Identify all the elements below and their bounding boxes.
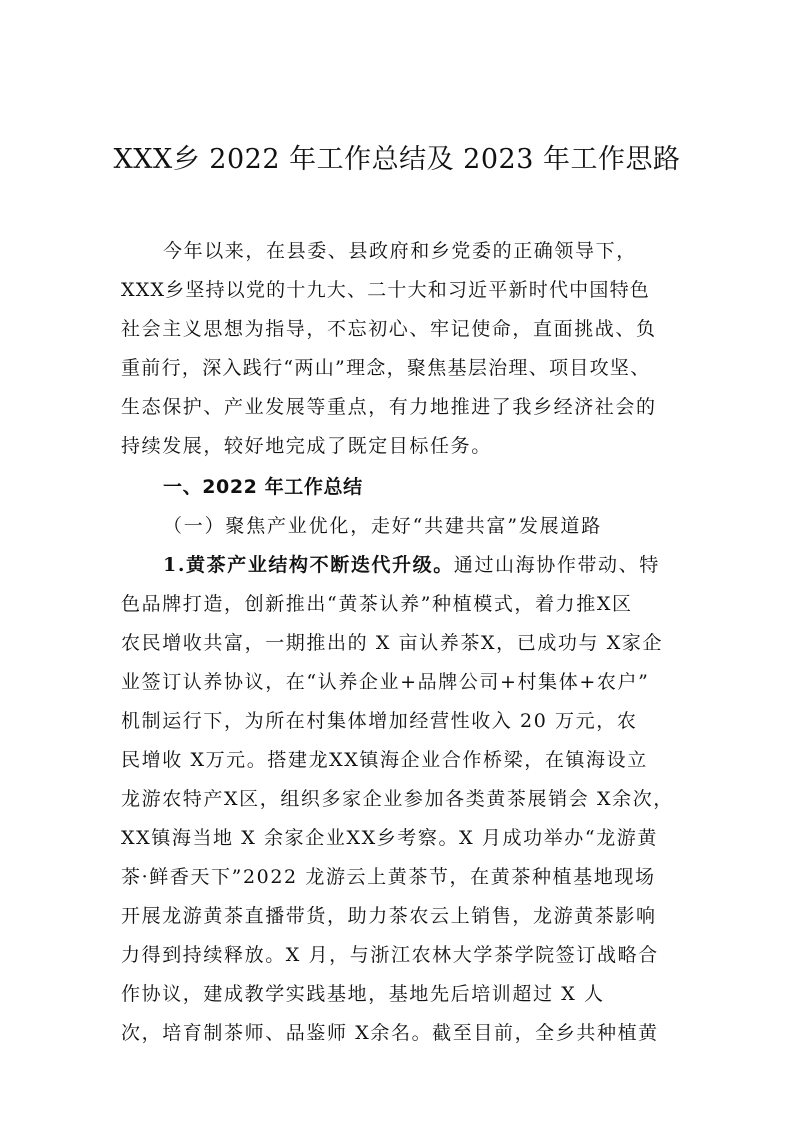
- paragraph-line: 生态保护、产业发展等重点，有力地推进了我乡经济社会的: [121, 396, 657, 418]
- paragraph-line: 今年以来，在县委、县政府和乡党委的正确领导下，: [163, 240, 637, 262]
- paragraph-line: 作协议，建成教学实践基地，基地先后培训超过 X 人: [121, 983, 605, 1005]
- paragraph-line: 机制运行下，为所在村集体增加经营性收入 20 万元，农: [121, 710, 638, 732]
- item-text: 通过山海协作带动、特: [453, 554, 660, 576]
- paragraph-line: 社会主义思想为指导，不忘初心、牢记使命，直面挑战、负: [121, 318, 657, 340]
- subsection-heading: （一）聚焦产业优化，走好“共建共富”发展道路: [163, 515, 603, 537]
- paragraph-line: XXX乡坚持以党的十九大、二十大和习近平新时代中国特色: [121, 279, 650, 301]
- paragraph-line: 开展龙游黄茶直播带货，助力茶农云上销售，龙游黄茶影响: [121, 905, 657, 927]
- paragraph-line: 业签订认养协议，在“认养企业+品牌公司+村集体+农户”: [121, 671, 650, 693]
- paragraph-line: 次，培育制茶师、品鉴师 X余名。截至目前，全乡共种植黄: [121, 1022, 659, 1044]
- item-heading: 1.黄茶产业结构不断迭代升级。: [163, 554, 454, 576]
- paragraph-line: [163, 550, 660, 577]
- paragraph-line: 色品牌打造，创新推出“黄茶认养”种植模式，着力推X区: [121, 593, 633, 615]
- paragraph-line: 茶·鲜香天下”2022 龙游云上黄茶节，在黄茶种植基地现场: [121, 866, 656, 888]
- section-heading: 一、2022 年工作总结: [163, 476, 363, 498]
- paragraph-line: 重前行，深入践行“两山”理念，聚焦基层治理、项目攻坚、: [121, 357, 651, 379]
- paragraph-line: 力得到持续释放。X 月，与浙江农林大学茶学院签订战略合: [121, 944, 659, 966]
- paragraph-line: 龙游农特产X区，组织多家企业参加各类黄茶展销会 X余次，: [121, 788, 674, 810]
- paragraph-line: 农民增收共富，一期推出的 X 亩认养茶X，已成功与 X家企: [121, 632, 664, 654]
- paragraph-line: XX镇海当地 X 余家企业XX乡考察。X 月成功举办“龙游黄: [121, 827, 658, 849]
- document-title: XXX乡 2022 年工作总结及 2023 年工作思路: [113, 144, 681, 175]
- paragraph-line: 持续发展，较好地完成了既定目标任务。: [121, 435, 492, 457]
- paragraph-line: 民增收 X万元。搭建龙XX镇海企业合作桥梁，在镇海设立: [121, 749, 648, 771]
